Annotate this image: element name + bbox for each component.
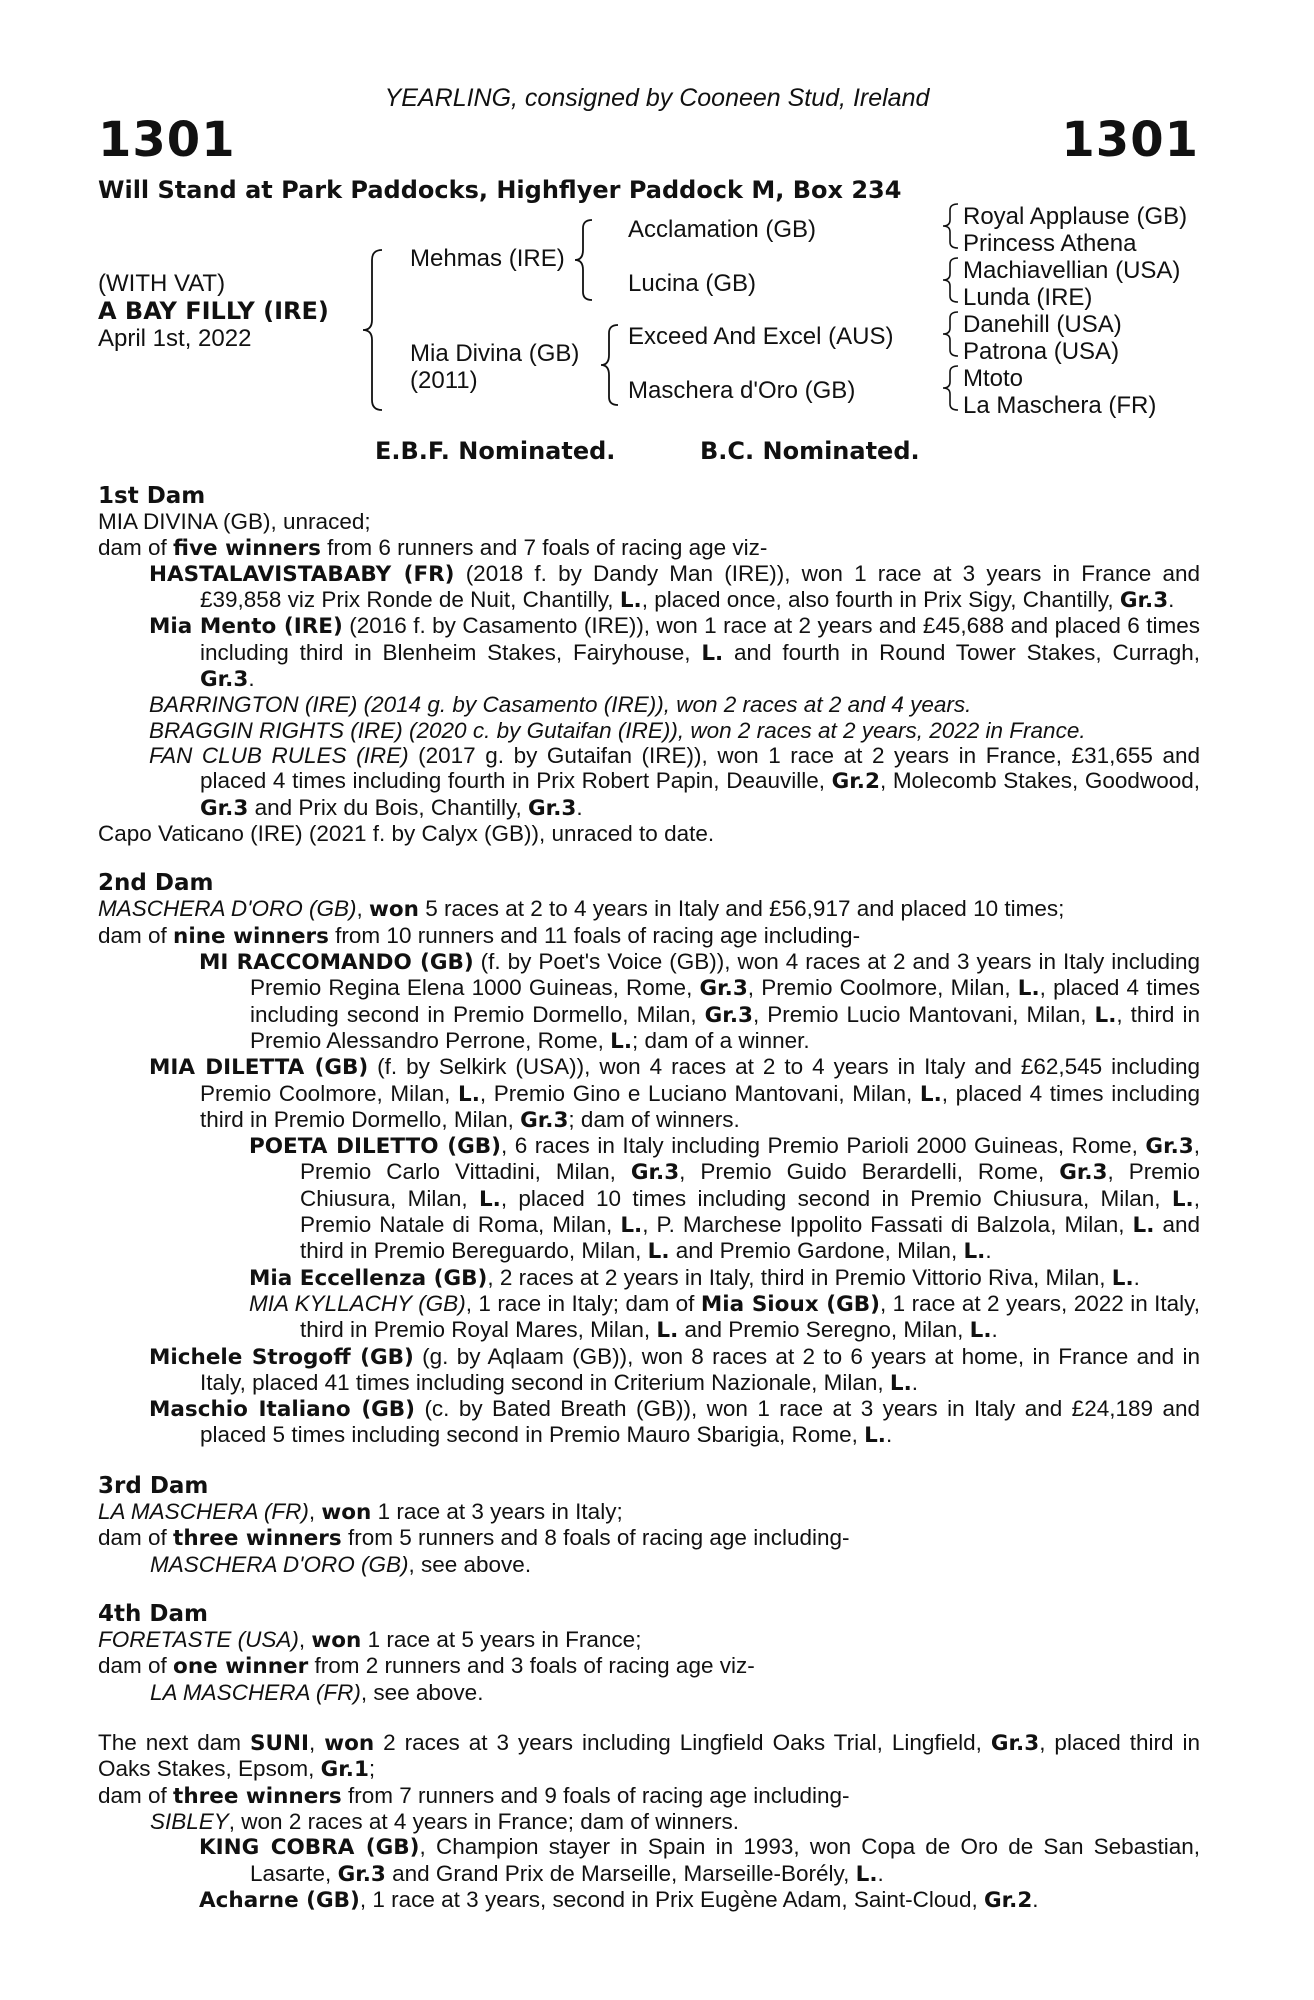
- g3: Machiavellian (USA): [963, 257, 1181, 284]
- first-dam-heading: 1st Dam: [98, 483, 206, 509]
- first-dam-record: MIA DIVINA (GB), unraced;: [98, 509, 371, 535]
- produce-entry: Acharne (GB), 1 race at 3 years, second in Prix Eugène Adam, Saint-Cloud, Gr.2.: [199, 1886, 1039, 1913]
- sire: Mehmas (IRE): [410, 245, 565, 272]
- g8: La Maschera (FR): [963, 392, 1157, 419]
- produce-entry: MIA DILETTA (GB) (f. by Selkirk (USA)), won 4 races at 2 to 4 years in Italy and £62,545 including Premio Coolmore, Milan, L., Premio Gino e Luciano Mantovani, Milan, L., placed 4 times including third in Premio Dormello, Milan, Gr.3; dam of winners.: [149, 1054, 1201, 1133]
- lot-number-left: 1301: [98, 112, 236, 168]
- g5: Danehill (USA): [963, 311, 1122, 338]
- fourth-dam-produce: dam of one winner from 2 runners and 3 foals of racing age viz-: [98, 1653, 755, 1680]
- second-dam-record: MASCHERA D'ORO (GB), won 5 races at 2 to 4 years in Italy and £56,917 and placed 10 times;: [98, 896, 1065, 923]
- third-dam-produce: dam of three winners from 5 runners and 8 foals of racing age including-: [98, 1525, 850, 1552]
- pedigree-brace-g2: [940, 256, 962, 304]
- dam-year: (2011): [410, 367, 478, 394]
- pedigree-brace-g1: [940, 202, 962, 250]
- produce-entry: HASTALAVISTABABY (FR) (2018 f. by Dandy Man (IRE)), won 1 race at 3 years in France and £39,858 viz Prix Ronde de Nuit, Chantilly, L., placed once, also fourth in Prix Sigy, Chantilly, Gr.3.: [149, 560, 1200, 614]
- produce-entry: Mia Mento (IRE) (2016 f. by Casamento (IRE)), won 1 race at 2 years and £45,688 and placed 6 times including third in Blenheim Stakes, Fairyhouse, L. and fourth in Round Tower Stakes, Curragh, Gr.3.: [149, 613, 1200, 693]
- produce-entry: MI RACCOMANDO (GB) (f. by Poet's Voice (GB)), won 4 races at 2 and 3 years in Italy including Premio Regina Elena 1000 Guineas, Rome, Gr.3, Premio Coolmore, Milan, L., placed 4 times including second in Premio Dormello, Milan, Gr.3, Premio Lucio Mantovani, Milan, L., third in Premio Alessandro Perrone, Rome, L.; dam of a winner.: [199, 949, 1201, 1054]
- next-dam-record: The next dam SUNI, won 2 races at 3 years including Lingfield Oaks Trial, Lingfield, Gr.3, placed third in Oaks Stakes, Epsom, Gr.1;: [98, 1730, 1200, 1783]
- second-dam-heading: 2nd Dam: [98, 870, 214, 897]
- produce-entry: LA MASCHERA (FR), see above.: [150, 1679, 484, 1705]
- produce-entry: SIBLEY, won 2 races at 4 years in France; dam of winners.: [150, 1808, 740, 1834]
- third-dam-record: LA MASCHERA (FR), won 1 race at 3 years in Italy;: [98, 1498, 623, 1525]
- g4: Lunda (IRE): [963, 284, 1093, 311]
- catalogue-body: [98, 484, 1200, 1913]
- horse-name: A BAY FILLY (IRE): [98, 297, 329, 325]
- produce-entry: FAN CLUB RULES (IRE) (2017 g. by Gutaifan (IRE)), won 1 race at 2 years in France, £31,655 and placed 4 times including fourth in Prix Robert Papin, Deauville, Gr.2, Molecomb Stakes, Goodwood, Gr.3 and Prix du Bois, Chantilly, Gr.3.: [149, 742, 1200, 821]
- fourth-dam-record: FORETASTE (USA), won 1 race at 5 years in France;: [98, 1627, 642, 1654]
- lot-number-right: 1301: [1061, 112, 1199, 168]
- consignor-line: YEARLING, consigned by Cooneen Stud, Ireland: [384, 84, 930, 112]
- horse-dob: April 1st, 2022: [98, 325, 252, 352]
- g1: Royal Applause (GB): [963, 203, 1188, 230]
- stand-location: Will Stand at Park Paddocks, Highflyer Paddock M, Box 234: [98, 176, 902, 204]
- produce-entry: BRAGGIN RIGHTS (IRE) (2020 c. by Gutaifan (IRE)), won 2 races at 2 years, 2022 in France.: [149, 717, 1086, 743]
- pedigree-brace-g4: [940, 364, 962, 412]
- produce-entry: Michele Strogoff (GB) (g. by Aqlaam (GB)), won 8 races at 2 to 6 years at home, in France and in Italy, placed 41 times including second in Criterium Nazionale, Milan, L..: [149, 1343, 1200, 1396]
- produce-entry: POETA DILETTO (GB), 6 races in Italy including Premio Parioli 2000 Guineas, Rome, Gr.3, Premio Carlo Vittadini, Milan, Gr.3, Premio Guido Berardelli, Rome, Gr.3, Premio Chiusura, Milan, L., placed 10 times including second in Premio Chiusura, Milan, L., Premio Natale di Roma, Milan, L., P. Marchese Ippolito Fassati di Balzola, Milan, L. and third in Premio Bereguardo, Milan, L. and Premio Gardone, Milan, L..: [249, 1133, 1201, 1265]
- produce-entry: KING COBRA (GB), Champion stayer in Spain in 1993, won Copa de Oro de San Sebastian, Lasarte, Gr.3 and Grand Prix de Marseille, Marseille-Borély, L..: [199, 1834, 1200, 1887]
- produce-entry: MIA KYLLACHY (GB), 1 race in Italy; dam of Mia Sioux (GB), 1 race at 2 years, 2022 in Italy, third in Premio Royal Mares, Milan, L. and Premio Seregno, Milan, L..: [249, 1290, 1200, 1344]
- g2: Princess Athena: [963, 230, 1137, 257]
- produce-entry: Mia Eccellenza (GB), 2 races at 2 years in Italy, third in Premio Vittorio Riva, Milan, L..: [249, 1264, 1140, 1291]
- pedigree-brace-main: [360, 248, 390, 412]
- ebf-nominated: E.B.F. Nominated.: [375, 437, 616, 465]
- pedigree-brace-sire: [572, 218, 598, 302]
- next-dam-produce: dam of three winners from 7 runners and 9 foals of racing age including-: [98, 1782, 850, 1809]
- g6: Patrona (USA): [963, 338, 1120, 365]
- produce-entry: BARRINGTON (IRE) (2014 g. by Casamento (IRE)), won 2 races at 2 and 4 years.: [149, 692, 972, 718]
- g7: Mtoto: [963, 365, 1024, 392]
- produce-entry: MASCHERA D'ORO (GB), see above.: [150, 1551, 532, 1577]
- dam-sire: Exceed And Excel (AUS): [628, 323, 894, 350]
- first-dam-produce: dam of five winners from 6 runners and 7 foals of racing age viz-: [98, 534, 768, 561]
- pedigree-brace-g3: [940, 310, 962, 358]
- produce-entry: Maschio Italiano (GB) (c. by Bated Breath (GB)), won 1 race at 3 years in Italy and £24,189 and placed 5 times including second in Premio Mauro Sbarigia, Rome, L..: [149, 1396, 1200, 1449]
- dam-dam: Maschera d'Oro (GB): [628, 377, 856, 404]
- second-dam-produce: dam of nine winners from 10 runners and 11 foals of racing age including-: [98, 922, 861, 949]
- pedigree-brace-dam: [598, 323, 624, 407]
- dam: Mia Divina (GB): [410, 340, 580, 367]
- sire-dam: Lucina (GB): [628, 270, 757, 297]
- produce-entry: Capo Vaticano (IRE) (2021 f. by Calyx (GB)), unraced to date.: [98, 820, 715, 846]
- sire-sire: Acclamation (GB): [628, 216, 817, 243]
- third-dam-heading: 3rd Dam: [98, 1472, 209, 1499]
- fourth-dam-heading: 4th Dam: [98, 1600, 208, 1627]
- bc-nominated: B.C. Nominated.: [700, 437, 920, 465]
- vat-note: (WITH VAT): [98, 270, 226, 297]
